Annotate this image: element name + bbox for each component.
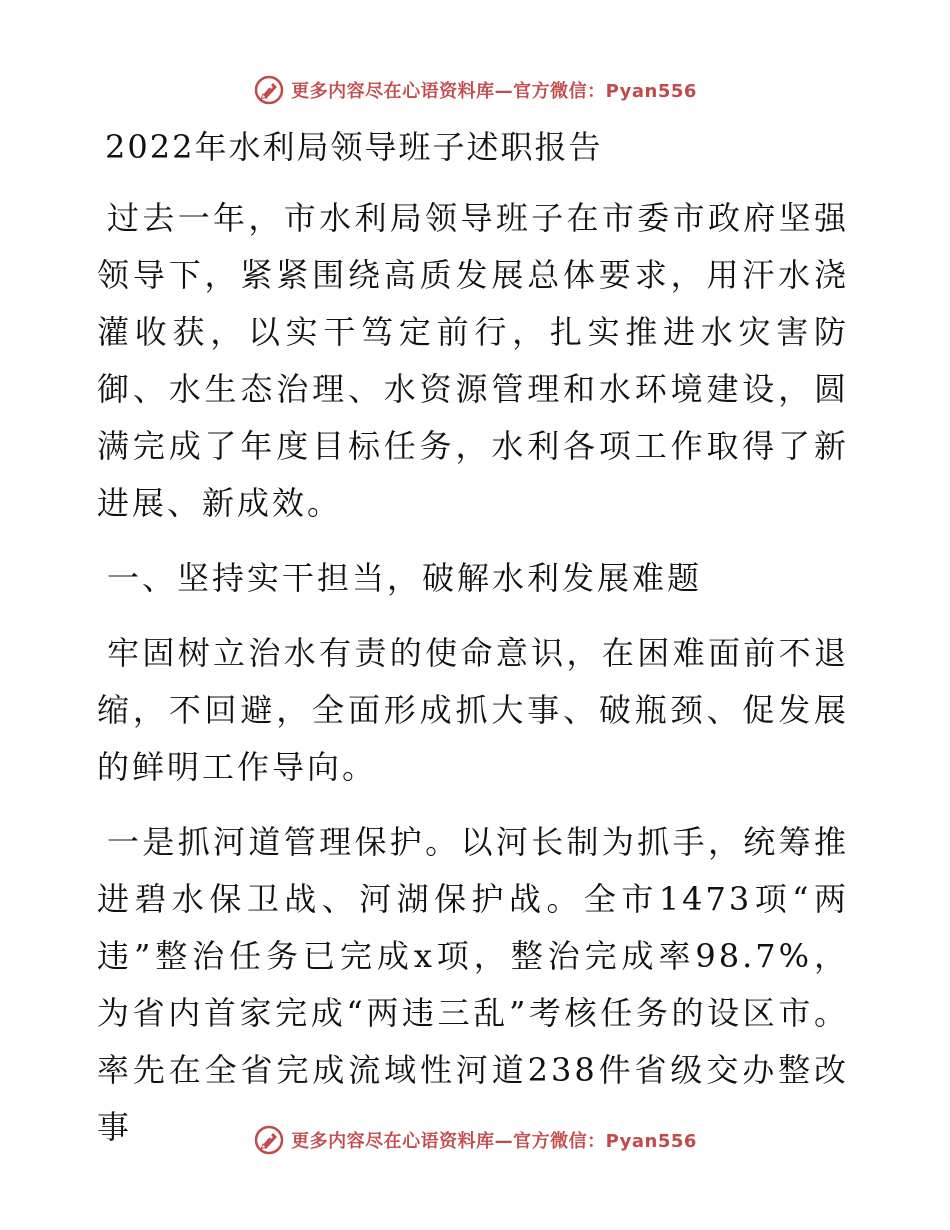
intro-paragraph: 过去一年，市水利局领导班子在市委市政府坚强领导下，紧紧围绕高质发展总体要求，用汗水浇灌收获，以实干笃定前行，扎实推进水灾害防御、水生态治理、水资源管理和水环境建设，圆满完成了年度目标任务，水利各项工作取得了新进展、新成效。 bbox=[97, 199, 849, 522]
footer-watermark bbox=[0, 1120, 950, 1160]
document-title: 2022年水利局领导班子述职报告 bbox=[105, 128, 603, 166]
header-watermark-text: 更多内容尽在心语资料库—官方微信：Pyan556 bbox=[291, 81, 697, 102]
section-1-paragraph-2: 一是抓河道管理保护。以河长制为抓手，统筹推进碧水保卫战、河湖保护战。全市1473项“两违”整治任务已完成x项，整治完成率98.7%，为省内首家完成“两违三乱”考核任务的设区市。率先在全省完成流域性河道238件省级交办整改事 bbox=[97, 823, 849, 1146]
section-heading-1: 一、坚持实干担当，破解水利发展难题 bbox=[107, 559, 703, 597]
header-watermark bbox=[0, 70, 950, 110]
section-1-paragraph-1: 牢固树立治水有责的使命意识，在困难面前不退缩，不回避，全面形成抓大事、破瓶颈、促发展的鲜明工作导向。 bbox=[97, 634, 849, 786]
pen-nib-logo-icon bbox=[253, 74, 285, 106]
footer-watermark-inner bbox=[253, 1124, 697, 1156]
footer-watermark-text: 更多内容尽在心语资料库—官方微信：Pyan556 bbox=[291, 1131, 697, 1152]
document-body bbox=[97, 122, 849, 1174]
header-watermark-inner bbox=[253, 74, 697, 106]
pen-nib-logo-icon bbox=[253, 1124, 285, 1156]
